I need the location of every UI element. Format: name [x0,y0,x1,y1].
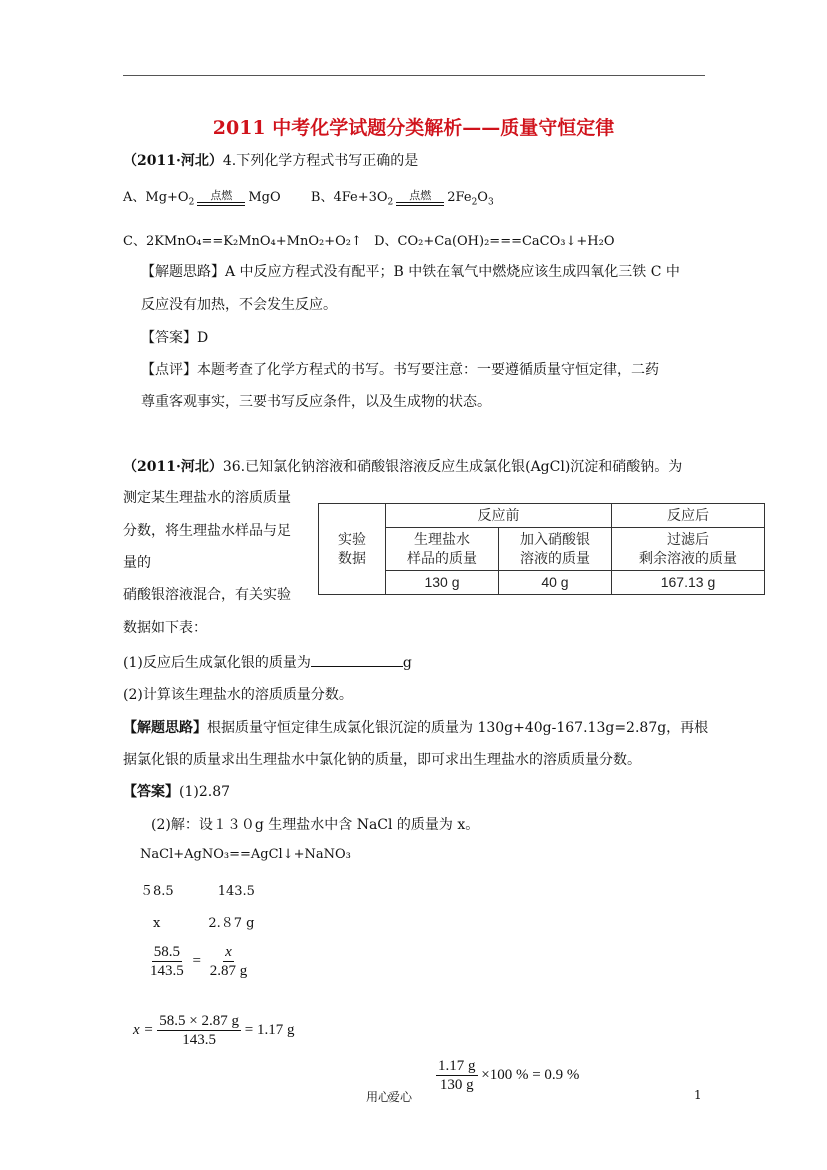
q2-side-text-5: 数据如下表： [123,620,207,636]
q2-heading [123,456,682,476]
row-label-cell: 实验 数据 [319,504,386,595]
col-remaining-mass: 过滤后 剩余溶液的质量 [611,528,764,571]
reaction-condition: 点燃 [396,190,444,206]
page-title: 2011 中考化学试题分类解析——质量守恒定律 [212,117,615,139]
q1-stem: 4.下列化学方程式书写正确的是 [222,153,419,169]
q2-side-text-3: 量的 [123,555,151,571]
value-silver-nitrate: 40 g [498,571,611,595]
q2-answer-1: 【答案】(1)2.87 [123,784,231,800]
q2-side-text-2: 分数，将生理盐水样品与足 [123,523,291,539]
mass-row-molar: ５8.5 143.5 [140,884,255,899]
q1-option-d: D、CO₂+Ca(OH)₂===CaCO₃↓+H₂O [374,234,615,249]
q1-answer: 【答案】D [141,330,209,346]
q1-option-c: C、2KMnO₄==K₂MnO₄+MnO₂+O₂↑ [123,234,362,249]
header-rule [123,75,705,76]
q2-answer-2: (2)解：设１３０g 生理盐水中含 NaCl 的质量为 x。 [151,817,480,833]
value-remaining: 167.13 g [611,571,764,595]
reaction-condition: 点燃 [197,190,245,206]
reaction-equation: NaCl+AgNO₃==AgCl↓+NaNO₃ [140,847,351,862]
q1-review-line1: 【点评】本题考查了化学方程式的书写。书写要注意：一要遵循质量守恒定律，二药 [141,362,659,378]
header-after: 反应后 [611,504,764,528]
col-saline-mass: 生理盐水 样品的质量 [386,528,499,571]
q2-sub-question-1: (1)反应后生成氯化银的质量为 g [123,652,412,672]
experiment-data-table [318,503,765,595]
q1-analysis-line1: 【解题思路】A 中反应方程式没有配平；B 中铁在氧气中燃烧应该生成四氧化三铁 C 中 [141,264,680,280]
page-number: 1 [694,1088,702,1102]
header-before: 反应前 [386,504,612,528]
q2-sub-question-2: (2)计算该生理盐水的溶质质量分数。 [123,687,353,703]
x-calculation: x = $\frac{58.5 \times 2.87 g}{143.5}$ = 1.17 g [133,1013,295,1048]
q1-heading [123,150,418,170]
answer-blank[interactable] [311,652,403,667]
q1-option-a: A、$Mg+O_2$ 点燃 MgO [123,188,281,208]
q1-source: （2011·河北） [123,153,223,169]
q1-option-b: B、$4Fe+3O_2$ 点燃 $2Fe_2O_3$ [310,188,494,208]
mass-row-actual: x 2.８7 g [153,916,255,931]
q2-stem: 36.已知氯化钠溶液和硝酸银溶液反应生成氯化银(AgCl)沉淀和硝酸钠。为 [222,459,683,475]
q2-source: （2011·河北） [123,459,223,475]
q2-side-text-4: 硝酸银溶液混合，有关实验 [123,587,291,603]
q1-review-line2: 尊重客观事实，三要书写反应条件，以及生成物的状态。 [141,394,491,410]
q1-options-ab [123,186,494,208]
percentage-calculation: $\frac{1.17 g}{130 g}$ ×100 % = 0.9 % [438,1058,580,1093]
q2-analysis-line2: 据氯化银的质量求出生理盐水中氯化钠的质量，即可求出生理盐水的溶质质量分数。 [123,752,641,768]
q1-analysis-line2: 反应没有加热，不会发生反应。 [141,297,337,313]
footer-right: 爱心 [388,1090,413,1104]
q2-side-text-1: 测定某生理盐水的溶质质量 [123,490,291,506]
value-saline: 130 g [386,571,499,595]
footer-left: 用心 [366,1090,391,1104]
col-silver-nitrate-mass: 加入硝酸银 溶液的质量 [498,528,611,571]
q1-options-cd [123,230,615,249]
proportion-equation: $\frac{58.5}{143.5}$ = $\frac{x}{2.87 g}$ [150,944,248,979]
q2-analysis-line1: 【解题思路】根据质量守恒定律生成氯化银沉淀的质量为 130g+40g-167.13g=2.87g，再根 [123,720,709,736]
